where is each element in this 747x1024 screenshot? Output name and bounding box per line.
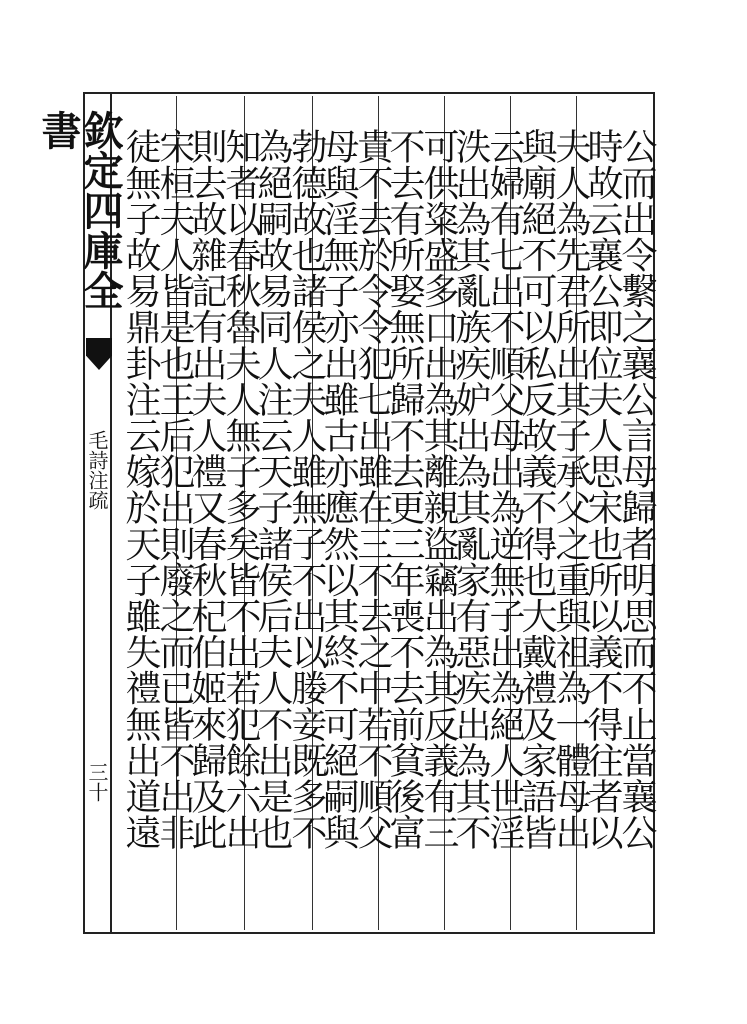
text-column-15: 宋桓夫人皆是也王后犯出則廢之而已皆不出非: [154, 128, 195, 850]
margin-book-title: 毛詩注疏: [85, 430, 109, 510]
text-column-11: 勃德故也諸侯之夫人雖無子不出以媵妾既多不: [286, 128, 327, 850]
text-column-8: 不去有所娶無所歸不去更三年喪不去前貧後富: [384, 128, 425, 850]
text-column-5: 云婦有七出不順父母出為逆無子出為絕人世淫: [484, 128, 525, 850]
text-column-13: 知者以春秋魯夫人無子多矣皆不出若犯餘六出: [220, 128, 261, 850]
text-column-4: 與廟絕不可以私反故義不得也大戴禮及家語皆: [516, 128, 557, 850]
text-column-3: 夫人為先君所出其子承父之重與祖為一體母出: [550, 128, 591, 850]
text-column-9: 貴不去於令令犯七出雖在三不去之中若不順父: [352, 128, 393, 850]
text-column-12: 為絕嗣故易同人注云天子諸侯后夫人不出是也: [252, 128, 293, 850]
text-column-10: 母與淫無子亦出雖古亦應然以其終不可絕嗣與: [318, 128, 359, 850]
text-column-6: 泆出為其亂族疾妒出為其亂家有惡疾出為其不: [450, 128, 491, 850]
text-column-1: 公而出令繫之襄公言母歸者明思而不止當襄公: [616, 128, 657, 850]
text-column-14: 則去故雜記有出夫人禮又春秋杞伯姬來歸及此: [186, 128, 227, 850]
text-column-16: 徒無子故易鼎卦注云嫁於天子雖失禮無出道遠: [120, 128, 161, 850]
margin-page-number: 三十: [85, 762, 109, 802]
margin-title: 欽定四庫全書: [35, 110, 124, 310]
text-column-2: 時故云襄公即位夫人思宋也所以義不得往者以: [582, 128, 623, 850]
text-column-7: 可供粢盛多口出為其離親盜竊出為其反義有三: [418, 128, 459, 850]
